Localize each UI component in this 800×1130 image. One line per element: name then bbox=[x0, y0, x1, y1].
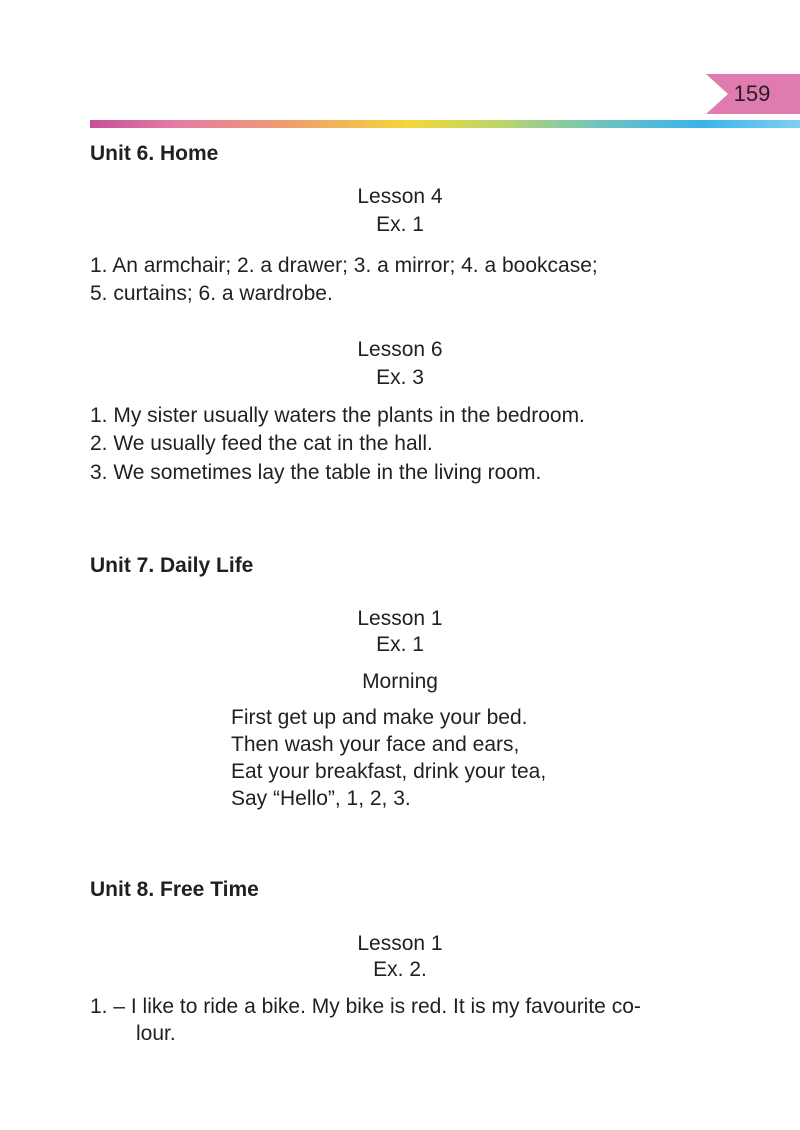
unit6-lesson4-exercise: Ex. 1 bbox=[376, 213, 424, 236]
unit6-lesson6-exercise: Ex. 3 bbox=[376, 366, 424, 389]
unit7-lesson1-exercise: Ex. 1 bbox=[376, 633, 424, 656]
unit8-lesson1-title: Lesson 1 bbox=[357, 932, 443, 955]
unit6-lesson6-title: Lesson 6 bbox=[357, 338, 443, 361]
unit7-heading: Unit 7. Daily Life bbox=[90, 554, 254, 577]
unit6-lesson4-answer-line-1: 1. An armchair; 2. a drawer; 3. a mirror; 4. a bookcase; bbox=[90, 254, 598, 277]
page-number: 159 bbox=[733, 81, 771, 106]
unit6-lesson6-answer-line-1: 1. My sister usually waters the plants in the bedroom. bbox=[90, 404, 585, 427]
unit8-lesson1-exercise: Ex. 2. bbox=[373, 958, 427, 981]
unit6-lesson6-answer-line-3: 3. We sometimes lay the table in the living room. bbox=[90, 461, 542, 484]
unit6-lesson4-answer-line-2: 5. curtains; 6. a wardrobe. bbox=[90, 282, 333, 305]
unit7-poem-line-2: Then wash your face and ears, bbox=[231, 733, 520, 756]
unit8-heading: Unit 8. Free Time bbox=[90, 878, 259, 901]
header-rainbow-bar bbox=[90, 120, 800, 128]
unit7-poem-line-1: First get up and make your bed. bbox=[231, 706, 528, 729]
unit7-poem-title: Morning bbox=[362, 670, 438, 693]
unit6-heading: Unit 6. Home bbox=[90, 142, 219, 165]
unit7-poem-line-3: Eat your breakfast, drink your tea, bbox=[231, 760, 547, 783]
unit8-lesson1-answer-line-1: 1. – I like to ride a bike. My bike is red. It is my favourite co- bbox=[90, 995, 641, 1018]
unit7-poem-line-4: Say “Hello”, 1, 2, 3. bbox=[231, 787, 411, 810]
unit6-lesson6-answer-line-2: 2. We usually feed the cat in the hall. bbox=[90, 432, 433, 455]
unit8-lesson1-answer-line-2: lour. bbox=[136, 1022, 176, 1045]
unit6-lesson4-title: Lesson 4 bbox=[357, 185, 443, 208]
unit7-lesson1-title: Lesson 1 bbox=[357, 607, 443, 630]
